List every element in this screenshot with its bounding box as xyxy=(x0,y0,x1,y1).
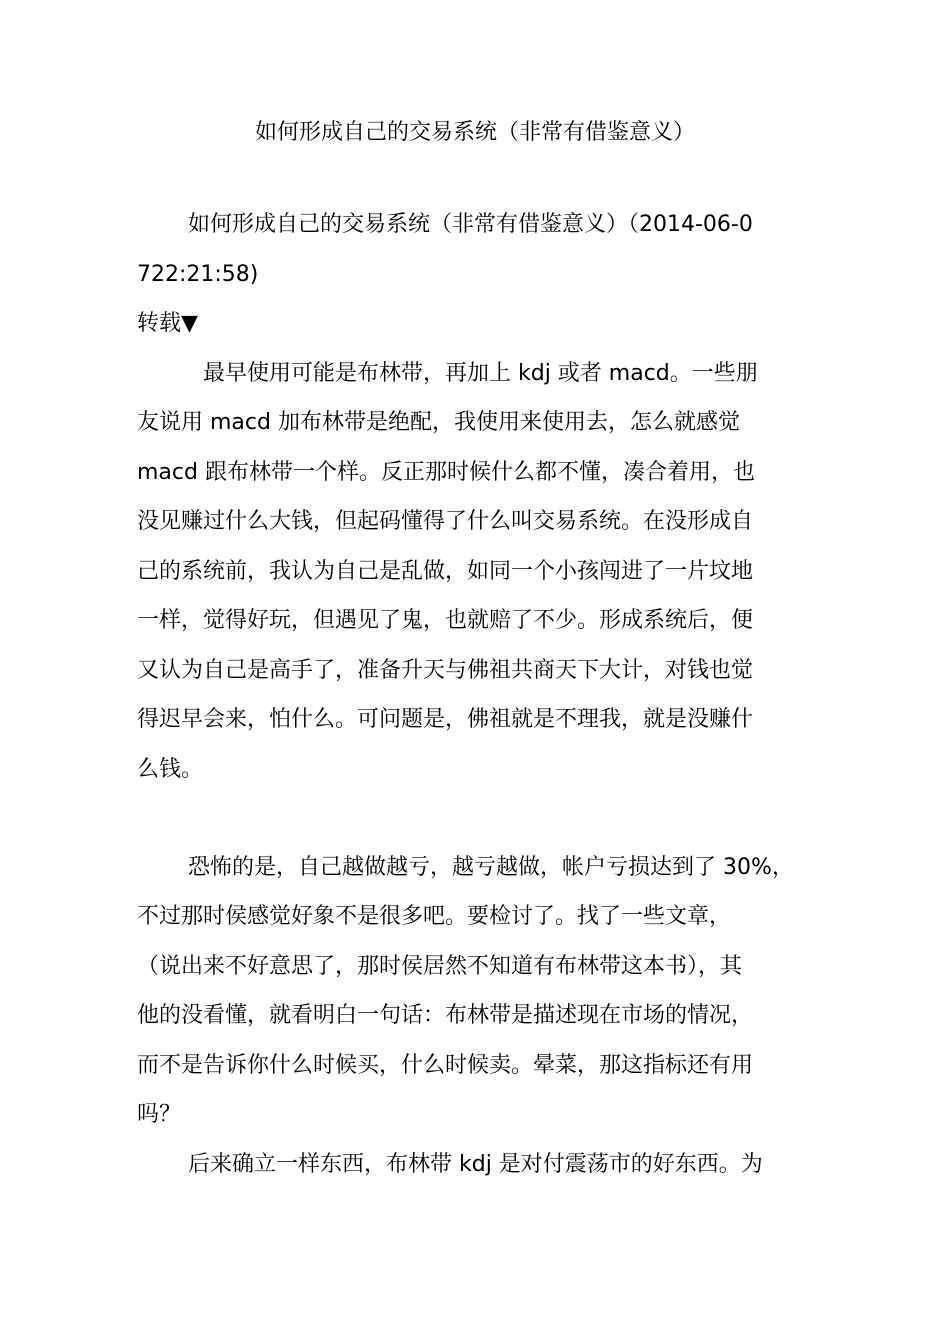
paragraph-1-line-6: 一样，觉得好玩，但遇见了鬼，也就赔了不少。形成系统后，便 xyxy=(137,608,754,633)
paragraph-2-line-1: 恐怖的是，自己越做越亏，越亏越做，帐户亏损达到了 30%， xyxy=(188,855,794,880)
paragraph-3-line-1: 后来确立一样东西，布林带 kdj 是对付震荡市的好东西。为 xyxy=(188,1152,763,1177)
paragraph-1-line-9: 么钱。 xyxy=(137,757,204,782)
paragraph-1-line-4: 没见赚过什么大钱，但起码懂得了什么叫交易系统。在没形成自 xyxy=(137,509,754,534)
paragraph-2-line-2: 不过那时侯感觉好象不是很多吧。要检讨了。找了一些文章， xyxy=(137,904,732,929)
document-title: 如何形成自己的交易系统（非常有借鉴意义） xyxy=(254,120,695,145)
paragraph-2-line-4: 他的没看懂，就看明白一句话：布林带是描述现在市场的情况， xyxy=(137,1003,754,1028)
paragraph-1-line-5: 己的系统前，我认为自己是乱做，如同一个小孩闯进了一片坟地 xyxy=(137,559,754,584)
repost-label: 转载▼ xyxy=(137,311,198,336)
paragraph-2-line-5: 而不是告诉你什么时候买，什么时候卖。晕菜，那这指标还有用 xyxy=(137,1053,754,1078)
paragraph-1-line-3: macd 跟布林带一个样。反正那时候什么都不懂，凑合着用，也 xyxy=(137,460,755,485)
text-line-date: 722:21:58) xyxy=(137,262,259,287)
paragraph-1-line-7: 又认为自己是高手了，准备升天与佛祖共商天下大计，对钱也觉 xyxy=(137,658,754,683)
paragraph-1-line-2: 友说用 macd 加布林带是绝配，我使用来使用去，怎么就感觉 xyxy=(137,410,740,435)
paragraph-1-line-1: 最早使用可能是布林带，再加上 kdj 或者 macd。一些朋 xyxy=(203,361,758,386)
paragraph-1-line-8: 得迟早会来，怕什么。可问题是，佛祖就是不理我，就是没赚什 xyxy=(137,707,754,732)
paragraph-2-line-6: 吗？ xyxy=(137,1102,182,1127)
paragraph-2-line-3: （说出来不好意思了，那时侯居然不知道有布林带这本书），其 xyxy=(137,954,743,979)
text-line-header: 如何形成自己的交易系统（非常有借鉴意义）（2014-06-0 xyxy=(188,212,753,237)
